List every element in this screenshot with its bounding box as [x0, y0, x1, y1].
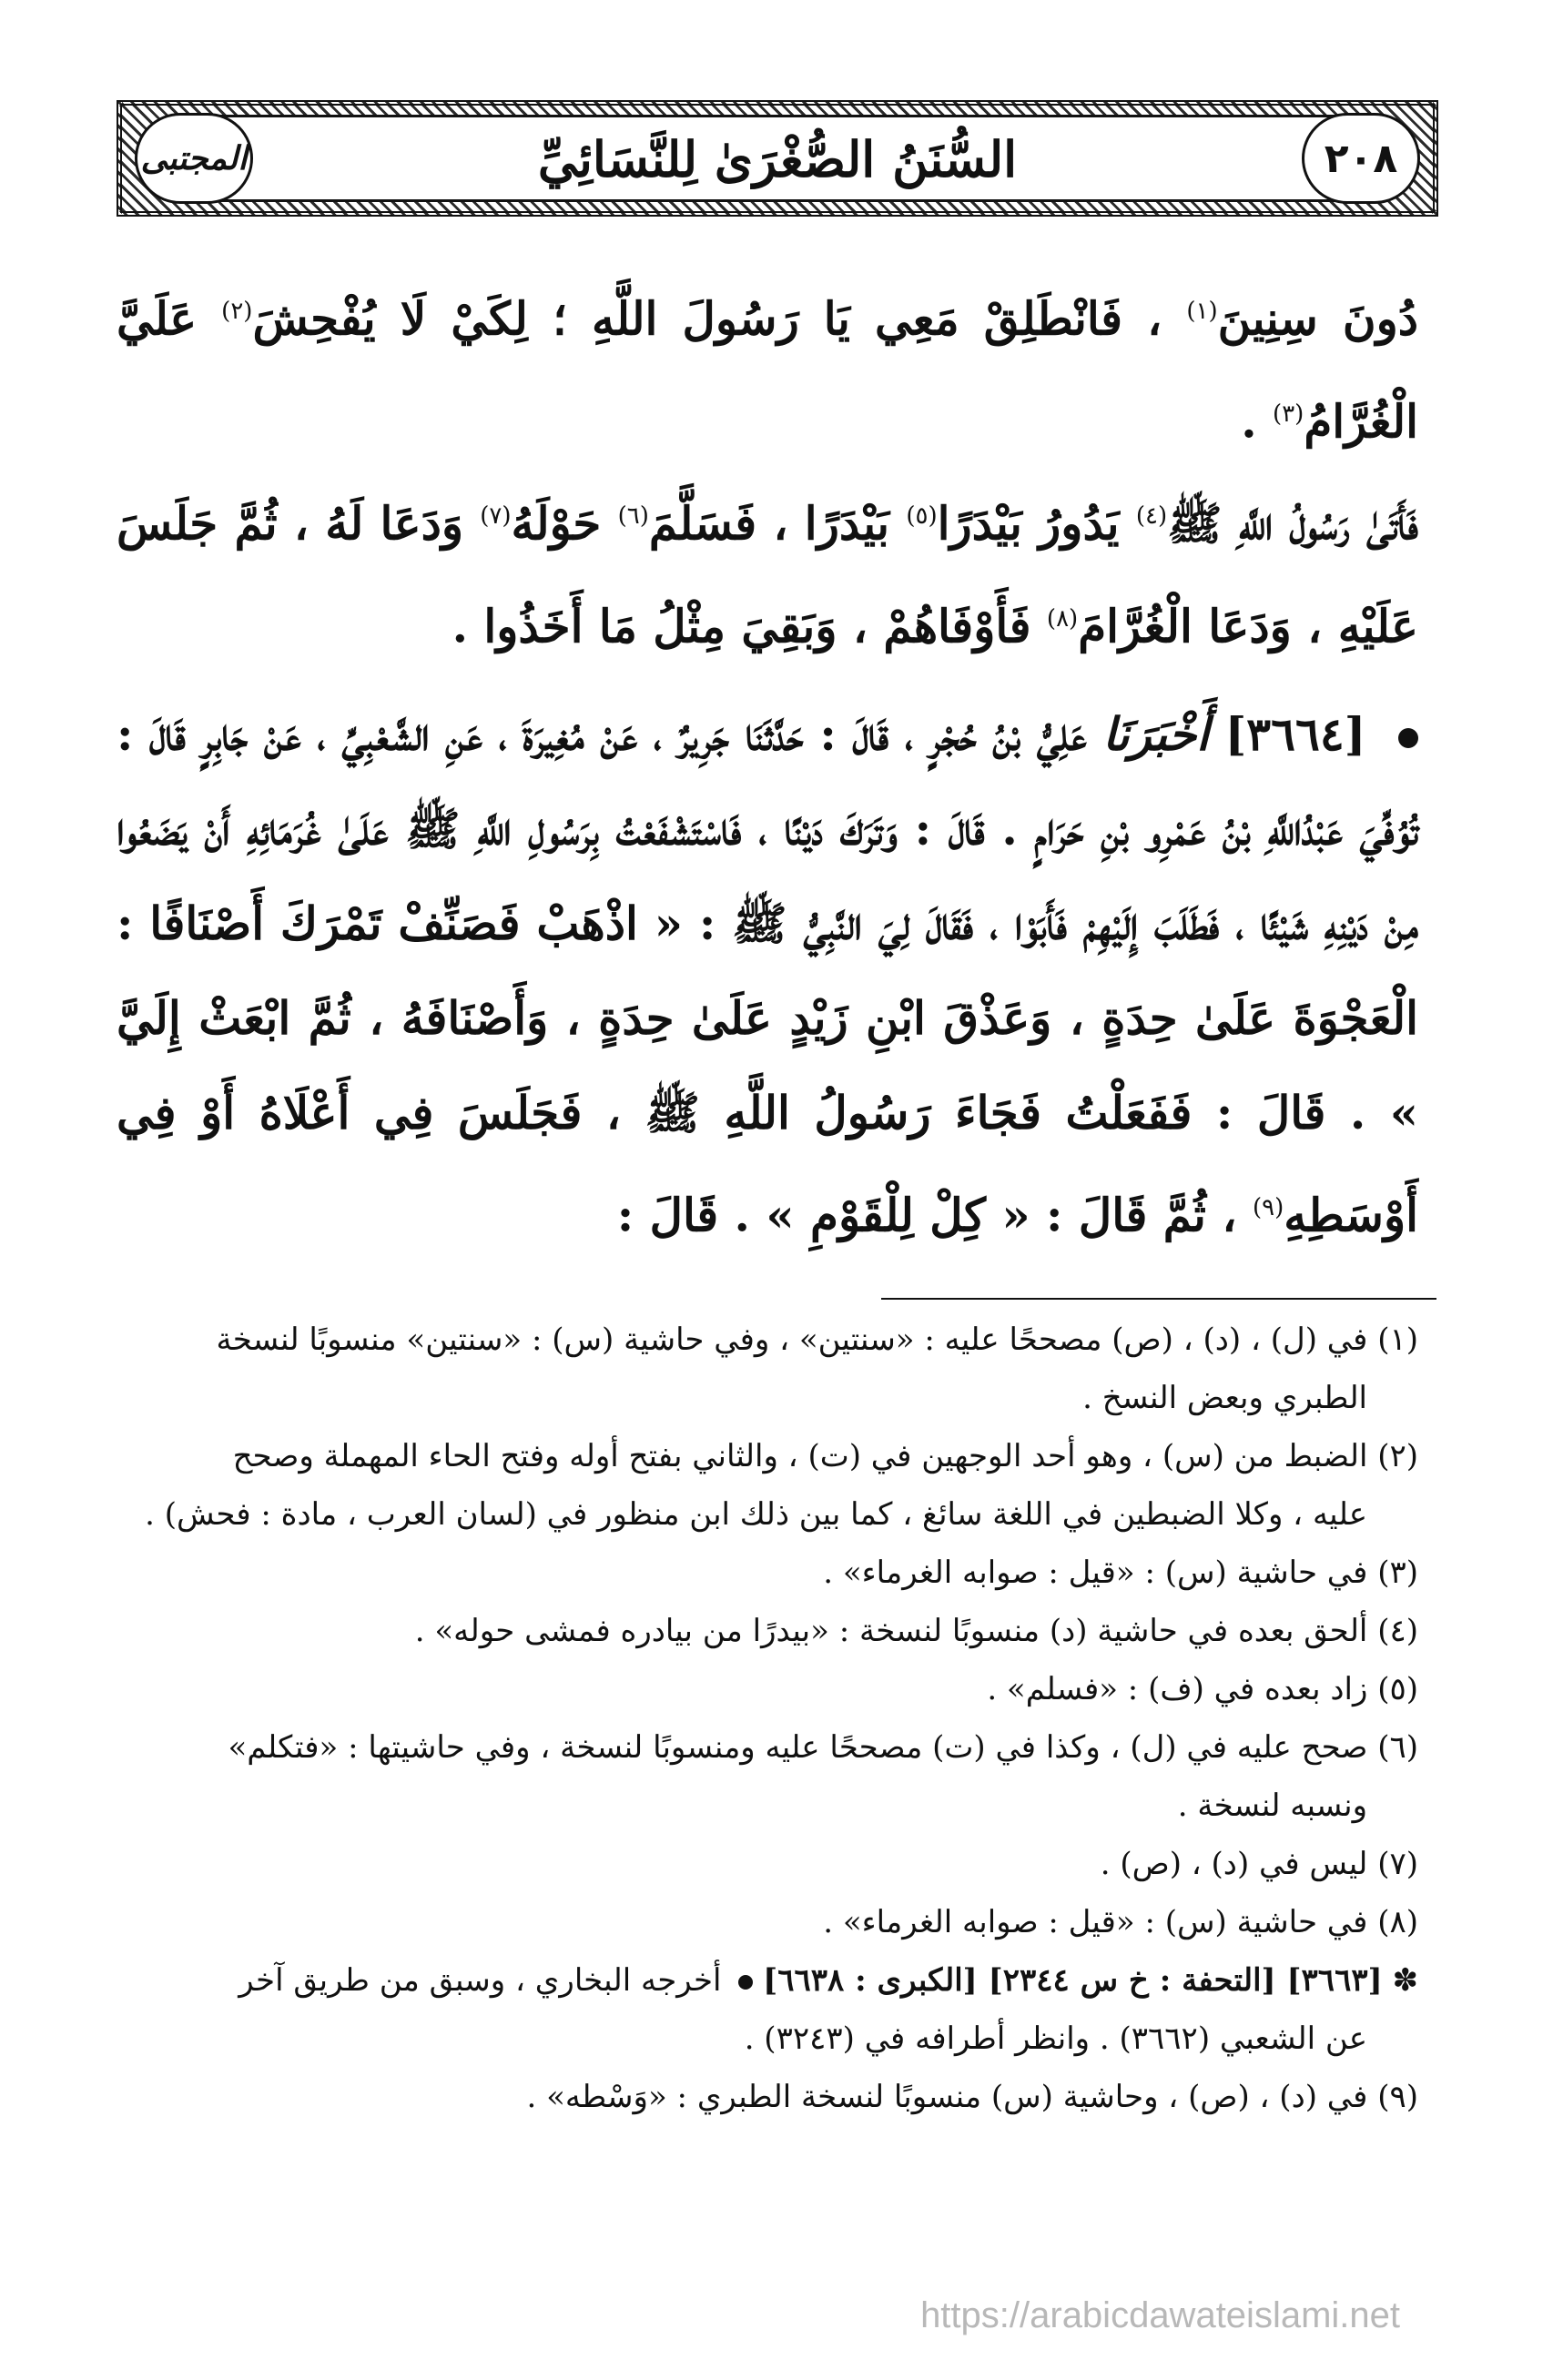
emblem-text: المجتبى: [140, 139, 248, 177]
footnote-9: [117, 2068, 1418, 2126]
footnote-1: [117, 1311, 1418, 1427]
footnote-ref-1[interactable]: (١): [1186, 298, 1218, 325]
text-run: . قَالَ : فَفَعَلْتُ فَجَاءَ رَسُولُ اللَّهِ ﷺ ، فَجَلَسَ فِي أَعْلَاهُ أَوْ فِي أَوْسَطِهِ: [117, 1085, 1418, 1242]
bullet-icon: [1398, 728, 1418, 748]
footnote-text: في (د) ، (ص) ، وحاشية (س) منسوبًا لنسخة الطبري : «وَسْطه» .: [526, 2079, 1368, 2115]
footnote-number: (٤): [1377, 1613, 1418, 1649]
footnote-text: ليس في (د) ، (ص) .: [1100, 1846, 1368, 1882]
takhrij-text: أخرجه البخاري ، وسبق من طريق آخر: [239, 1962, 722, 1999]
footnote-number: (١): [1377, 1322, 1418, 1358]
text-run: فَأَوْفَاهُمْ ، وَبَقِيَ مِثْلُ مَا أَخَذُوا .: [452, 599, 1031, 653]
footnote-8: [117, 1893, 1418, 1951]
footnote-ref-8[interactable]: (٨): [1046, 604, 1079, 633]
text-run: عَلِيُّ بْنُ حُجْرٍ ، قَالَ : حَدَّثَنَا جَرِيرٌ ، عَنْ مُغِيرَةَ ، عَنِ الشَّعْبِيِّ ، عَنْ جَابِرٍ قَالَ : تُوُفِّيَ عَبْدُاللَّهِ بْنُ عَمْرِو بْنِ حَرَامٍ . قَالَ : وَتَرَكَ دَيْنًا ، فَاسْتَشْفَعْتُ بِرَسُولِ اللَّهِ ﷺ عَلَىٰ غُرَمَائِهِ أَنْ يَضَعُوا مِنْ دَيْنِهِ شَيْئًا ، فَطَلَبَ إِلَيْهِمْ فَأَبَوْا ، فَقَالَ لِيَ النَّبِيُّ ﷺ :: [117, 706, 1418, 950]
text-run: ، ثُمَّ قَالَ :: [1046, 1188, 1237, 1242]
paragraph-1: [117, 264, 1418, 469]
akhbarana-word: أَخْبَرَنَا: [1102, 706, 1210, 761]
prophet-speech-2: « كِلْ لِلْقَوْمِ »: [766, 1188, 1030, 1242]
footnote-number: (٦): [1377, 1729, 1418, 1766]
footnote-ref-9[interactable]: (٩): [1252, 1193, 1284, 1221]
paragraph-2: [117, 469, 1418, 673]
footnote-number: (٥): [1377, 1671, 1418, 1707]
text-run: . قَالَ :: [616, 1188, 750, 1242]
book-emblem: [135, 113, 253, 204]
footnote-5: [117, 1660, 1418, 1718]
text-run: عَلَيَّ الْغُرَّامُ: [117, 291, 1418, 449]
footnote-continuation: عليه ، وكلا الضبطين في اللغة سائغ ، كما بين ذلك ابن منظور في (لسان العرب ، مادة : فحش) .: [145, 1496, 1367, 1533]
footnote-text: ألحق بعده في حاشية (د) منسوبًا لنسخة : «بيدرًا من بيادره فمشى حوله» .: [414, 1613, 1368, 1649]
footnote-7: [117, 1835, 1418, 1893]
footnote-text: في (ل) ، (د) ، (ص) مصححًا عليه : «سنتين» ، وفي حاشية (س) : «سنتين» منسوبًا لنسخة: [216, 1322, 1368, 1358]
footnote-continuation: الطبري وبعض النسخ .: [1082, 1380, 1367, 1416]
footnote-ref-2[interactable]: (٢): [221, 298, 253, 325]
footnote-2: [117, 1427, 1418, 1544]
header-banner: [117, 100, 1438, 217]
star-icon: ✽: [1392, 1962, 1418, 1999]
text-run: بَيْدَرًا ، فَسَلَّمَ: [648, 496, 890, 551]
text-run: وَدَعَا لَهُ ، ثُمَّ جَلَسَ عَلَيْهِ ، وَدَعَا الْغُرَّامَ: [117, 496, 1418, 653]
book-title: السُّنَنُ الصُّغْرَىٰ لِلنَّسَائِيِّ: [537, 130, 1018, 188]
footnote-continuation: ونسبه لنسخة .: [1177, 1788, 1367, 1824]
text-run: .: [1241, 394, 1257, 449]
footnotes: [117, 1311, 1418, 2126]
footnote-number: (٩): [1377, 2079, 1418, 2115]
takhrij-reference: [٣٦٦٣] [التحفة : خ س ٢٣٤٤] [الكبرى : ٦٦٣٨]: [763, 1962, 1383, 1999]
takhrij-note: [117, 1951, 1418, 2068]
footnote-ref-7[interactable]: (٧): [480, 502, 512, 531]
footnote-text: في حاشية (س) : «قيل : صوابه الغرماء» .: [823, 1904, 1368, 1940]
footnote-number: (٣): [1377, 1555, 1418, 1591]
footnote-number: (٧): [1377, 1846, 1418, 1882]
hadith-paragraph: [117, 687, 1418, 1263]
page-number-badge: [1302, 113, 1420, 204]
footnote-text: الضبط من (س) ، وهو أحد الوجهين في (ت) ، والثاني بفتح أوله وفتح الحاء المهملة وصحح: [232, 1438, 1368, 1474]
header-title-frame: [177, 115, 1378, 202]
footnote-ref-6[interactable]: (٦): [617, 502, 649, 531]
prophet-speech: « اذْهَبْ فَصَنِّفْ تَمْرَكَ أَصْنَافًا : الْعَجْوَةَ عَلَىٰ حِدَةٍ ، وَعَذْقَ ابْنِ زَيْدٍ عَلَىٰ حِدَةٍ ، وَأَصْنَافَهُ ، ثُمَّ ابْعَثْ إِلَيَّ »: [117, 896, 1418, 1139]
watermark-url[interactable]: https://arabicdawateislami.net: [920, 2295, 1400, 2335]
footnote-4: [117, 1602, 1418, 1660]
footnote-number: (٢): [1377, 1438, 1418, 1474]
text-run: ، فَانْطَلِقْ مَعِي يَا رَسُولَ اللَّهِ ؛ لِكَيْ لَا يُفْحِشَ: [252, 291, 1162, 346]
page-number: ٢٠٨: [1324, 135, 1398, 182]
bullet-icon: [738, 1975, 753, 1990]
text-run: دُونَ سِنِينَ: [1217, 291, 1418, 346]
main-text: [117, 264, 1418, 1262]
text-run: فَأَتَىٰ رَسُولُ اللَّهِ ﷺ: [1167, 496, 1418, 551]
footnote-number: (٨): [1377, 1904, 1418, 1940]
footnote-text: في حاشية (س) : «قيل : صوابه الغرماء» .: [823, 1555, 1368, 1591]
text-run: يَدُورُ بَيْدَرًا: [937, 496, 1120, 551]
footnote-6: [117, 1718, 1418, 1835]
footnote-ref-5[interactable]: (٥): [906, 502, 938, 531]
footnote-separator: [881, 1298, 1436, 1300]
footnote-text: زاد بعده في (ف) : «فسلم» .: [987, 1671, 1368, 1707]
footnote-ref-4[interactable]: (٤): [1135, 502, 1168, 531]
footnote-ref-3[interactable]: (٣): [1273, 400, 1304, 428]
takhrij-continuation: عن الشعبي (٣٦٦٢) . وانظر أطرافه في (٣٢٤٣) .: [744, 2020, 1367, 2057]
footnote-3: [117, 1544, 1418, 1602]
text-run: حَوْلَهُ: [511, 496, 602, 551]
footnote-text: صحح عليه في (ل) ، وكذا في (ت) مصححًا عليه ومنسوبًا لنسخة ، وفي حاشيتها : «فتكلم»: [228, 1729, 1368, 1766]
hadith-number: [٣٦٦٤]: [1224, 706, 1366, 761]
